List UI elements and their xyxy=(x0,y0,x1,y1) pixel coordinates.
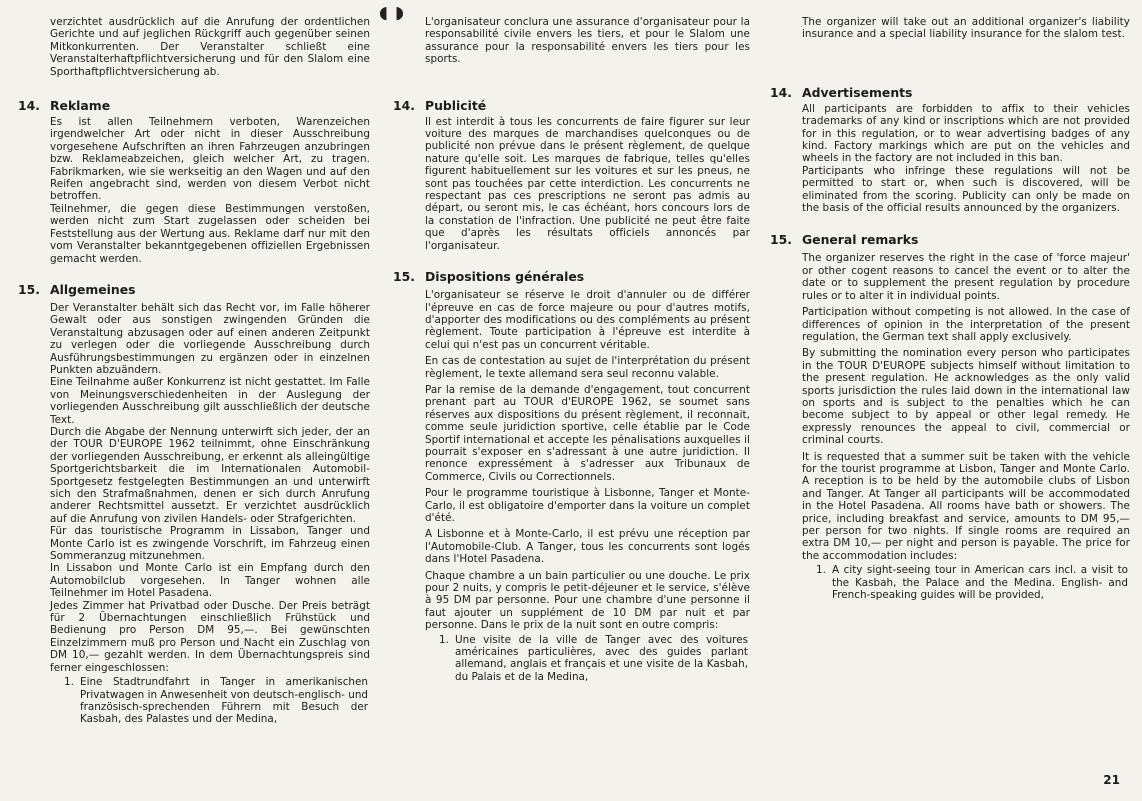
french-column xyxy=(393,0,750,683)
paragraph: In Lissabon und Monte Carlo ist ein Empfang durch den Automobilclub vorgesehen. In Tanger wohnen alle Teilnehmer im Hotel Pasadena. xyxy=(50,562,370,600)
section-heading xyxy=(18,282,370,297)
list-item-number: 1. xyxy=(64,676,74,689)
paragraph: All participants are forbidden to affix to their vehicles trademarks of any kind or inscriptions which are not provided for in this regulation, or to wear advertising badges of any kind. Factory markings which are put on the vehicles and wheels in the factory are not included in this ban. xyxy=(802,102,1130,165)
paragraph: En cas de contestation au sujet de l'interprétation du présent règlement, le texte allemand sera seul reconnu valable. xyxy=(425,355,750,380)
paragraph: It is requested that a summer suit be taken with the vehicle for the tourist programme at Lisbon, Tanger and Monte Carlo. A reception is to be held by the automobile clubs of Lisbon and Tanger. At Tanger all participants will be accommodated in the Hotel Pasadena. All rooms have bath or showers. The price, including breakfast and service, amounts to DM 95,— per person for two nights. If single rooms are required an extra DM 10,— per night and person is payable. The price for the accommodation includes: xyxy=(802,450,1130,562)
section-title: General remarks xyxy=(802,232,919,248)
section-heading xyxy=(393,269,750,284)
section-number: 14. xyxy=(770,84,792,100)
paragraph: Pour le programme touristique à Lisbonne, Tanger et Monte-Carlo, il est obligatoire d'emporter dans la voiture un complet d'été. xyxy=(425,487,750,524)
section-body xyxy=(50,116,370,265)
section-body xyxy=(802,103,1130,215)
paragraph: By submitting the nomination every person who participates in the TOUR D'EUROPE subjects himself without limitation to the present regulation. He acknowledges as the only valid sports jurisdiction the rules laid down in the international law on sports and is subject to the penalties which he can become subject to by appeal or other legal remedy. He expressly renounces the appeal to civil, commercial or criminal courts. xyxy=(802,347,1130,447)
paragraph: Durch die Abgabe der Nennung unterwirft sich jeder, der an der TOUR D'EUROPE 1962 teilnimmt, ohne Einschränkung der vorliegenden Ausschreibung, er erkennt als alleingültige Sportgerichtsbarkeit die im Internationalen Automobil-Sportgesetz festgelegten Bestimmungen an und unterwirft sich den Strafmaßnahmen, denen er sich durch Anrufung anderer Rechtsmittel aussetzt. Er verzichtet ausdrücklich auf die Anrufung von zivilen Handels- oder Strafgerichten. xyxy=(50,425,370,525)
section-heading xyxy=(770,232,1130,247)
section-number: 15. xyxy=(393,269,415,285)
section-title: Reklame xyxy=(50,98,111,114)
paragraph: Teilnehmer, die gegen diese Bestimmungen verstoßen, werden nicht zum Start zugelassen oder scheiden bei Feststellung aus der Wertung aus. Reklame darf nur mit den vom Veranstalter bekanntgegebenen offiziellen Ergebnissen gemacht werden. xyxy=(50,202,370,265)
section-body xyxy=(425,116,750,252)
section-body xyxy=(50,302,370,674)
section-title: Dispositions générales xyxy=(425,269,585,285)
paragraph: Participation without competing is not allowed. In the case of differences of opinion in the interpretation of the present regulation, the German text shall apply exclusively. xyxy=(802,306,1130,343)
intro-paragraph: verzichtet ausdrücklich auf die Anrufung der ordentlichen Gerichte und auf jeglichen Rückgriff auch gegenüber seinen Mitkonkurrenten. Der Veranstalter schließt eine Veranstalterhaftpflichtversicherung und für den Slalom eine Sporthaftpflichtversicherung ab. xyxy=(50,16,370,78)
section-heading xyxy=(393,98,750,113)
list-item-text: Eine Stadtrundfahrt in Tanger in amerikanischen Privatwagen in Anwesenheit von deutsch-englisch- und französisch-sprechenden Führern mit Besuch der Kasbah, des Palastes und der Medina, xyxy=(80,676,368,726)
list-item-number: 1. xyxy=(439,633,449,646)
section-number: 15. xyxy=(770,232,792,248)
paragraph: Für das touristische Programm in Lissabon, Tanger und Monte Carlo ist es zwingende Vorschrift, im Fahrzeug einen Sommeranzug mitzunehmen. xyxy=(50,525,370,563)
paragraph: Participants who infringe these regulations will not be permitted to start or, when such is discovered, will be eliminated from the scoring. Publicity can only be made on the basis of the official results announced by the organizers. xyxy=(802,164,1130,215)
intro-paragraph: L'organisateur conclura une assurance d'organisateur pour la responsabilité civile envers les tiers, et pour le Slalom une assurance pour la responsabilité envers les tiers pour les sports. xyxy=(425,16,750,66)
page-number: 21 xyxy=(1103,773,1120,787)
paragraph: Eine Teilnahme außer Konkurrenz ist nicht gestattet. Im Falle von Meinungsverschiedenheiten in der Auslegung der vorliegenden Ausschreibung gilt ausschließlich der deutsche Text. xyxy=(50,376,370,426)
list-item xyxy=(50,676,370,726)
list-item-text: Une visite de la ville de Tanger avec des voitures américaines particulières, avec des guides parlant allemand, anglais et français et une visite de la Kasbah, du Palais et de la Medina, xyxy=(455,633,748,683)
list-item xyxy=(425,634,750,684)
section-number: 14. xyxy=(393,97,415,113)
paragraph: Jedes Zimmer hat Privatbad oder Dusche. Der Preis beträgt für 2 Übernachtungen einschließlich Frühstück und Bedienung pro Person DM 95,—. Bei gewünschten Einzelzimmern muß pro Person und Nacht ein Zuschlag von DM 10,— gezahlt werden. In dem Übernachtungspreis sind ferner eingeschlossen: xyxy=(50,599,370,674)
german-column xyxy=(18,0,370,726)
section-body xyxy=(802,252,1130,562)
paragraph: Der Veranstalter behält sich das Recht vor, im Falle höherer Gewalt oder aus sonstigen zwingenden Gründen die Veranstaltung abzusagen oder auf einen anderen Zeitpunkt zu verlegen oder die vorliegende Ausschreibung durch Ausführungsbestimmungen zu ergänzen oder in einzelnen Punkten abzuändern. xyxy=(50,301,370,376)
section-heading xyxy=(770,85,1130,100)
paragraph: Par la remise de la demande d'engagement, tout concurrent prenant part au TOUR d'EUROPE 1962, se soumet sans réserves aux dispositions du présent règlement, il reconnait, comme seule juridiction sportive, celle établie par le Code Sportif international et accepte les pénalisations auxquelles il pourrait s'exposer en s'adressant à une autre juridiction. Il renonce expressément à s'adresser aux Tribunaux de Commerce, Civils ou Correctionnels. xyxy=(425,383,750,483)
paragraph: Il est interdit à tous les concurrents de faire figurer sur leur voiture des marques de marchandises quelconques ou de publicité non prévue dans le présent règlement, de quelque nature qu'elle soit. Les marques de fabrique, telles qu'elles figurent habituellement sur les voitures et sur les pneus, ne sont pas touchées par cette interdiction. Les concurrents ne respectant pas ces prescriptions ne seront pas admis au départ, ou seront mis, le cas échéant, hors concours lors de la constation de l'infraction. Une publicité ne peut être faite que d'après les résultats officiels annoncés par l'organisateur. xyxy=(425,115,750,252)
paragraph: Es ist allen Teilnehmern verboten, Warenzeichen irgendwelcher Art oder nicht in dieser Ausschreibung vorgesehene Aufschriften an ihren Fahrzeugen anzubringen bzw. Reklameabzeichen, gleich welcher Art, zu tragen. Fabrikmarken, wie sie werkseitig an den Wagen und auf den Reifen angebracht sind, werden von diesem Verbot nicht betroffen. xyxy=(50,116,370,203)
paragraph: The organizer reserves the right in the case of 'force majeur' or other cogent reasons to cancel the event or to alter the date or to supplement the present regulation by procedure rules or to alter it in individual points. xyxy=(802,252,1130,302)
section-heading xyxy=(18,98,370,113)
paragraph: A Lisbonne et à Monte-Carlo, il est prévu une réception par l'Automobile-Club. A Tanger, tous les concurrents sont logés dans l'Hotel Pasadena. xyxy=(425,528,750,566)
intro-paragraph: The organizer will take out an additional organizer's liability insurance and a special liability insurance for the slalom test. xyxy=(802,16,1130,41)
list-item xyxy=(802,564,1130,601)
section-body xyxy=(425,289,750,632)
english-column xyxy=(770,0,1130,601)
paragraph: Chaque chambre a un bain particulier ou une douche. Le prix pour 2 nuits, y compris le petit-déjeuner et le service, s'élève à 95 DM par personne. Pour une chambre d'une personne il faut ajouter un supplément de 10 DM par nuit et par personne. Dans le prix de la nuit sont en outre compris: xyxy=(425,569,750,632)
binding-hole-mark: ◖ xyxy=(379,3,388,23)
paragraph: L'organisateur se réserve le droit d'annuler ou de différer l'épreuve en cas de force majeure ou pour d'autres motifs, d'apporter des modifications ou des compléments au présent règlement. Toute participation à l'épreuve est interdite à celui qui n'est pas un concurrent véritable. xyxy=(425,289,750,351)
section-title: Publicité xyxy=(425,97,487,113)
section-number: 14. xyxy=(18,98,40,114)
list-item-text: A city sight-seeing tour in American cars incl. a visit to the Kasbah, the Palace and the Medina. English- and French-speaking guides will be provided, xyxy=(832,564,1128,602)
section-title: Advertisements xyxy=(802,84,913,100)
list-item-number: 1. xyxy=(816,564,826,577)
section-title: Allgemeines xyxy=(50,281,136,297)
section-number: 15. xyxy=(18,281,40,297)
binding-hole-mark: ◗ xyxy=(395,3,404,23)
